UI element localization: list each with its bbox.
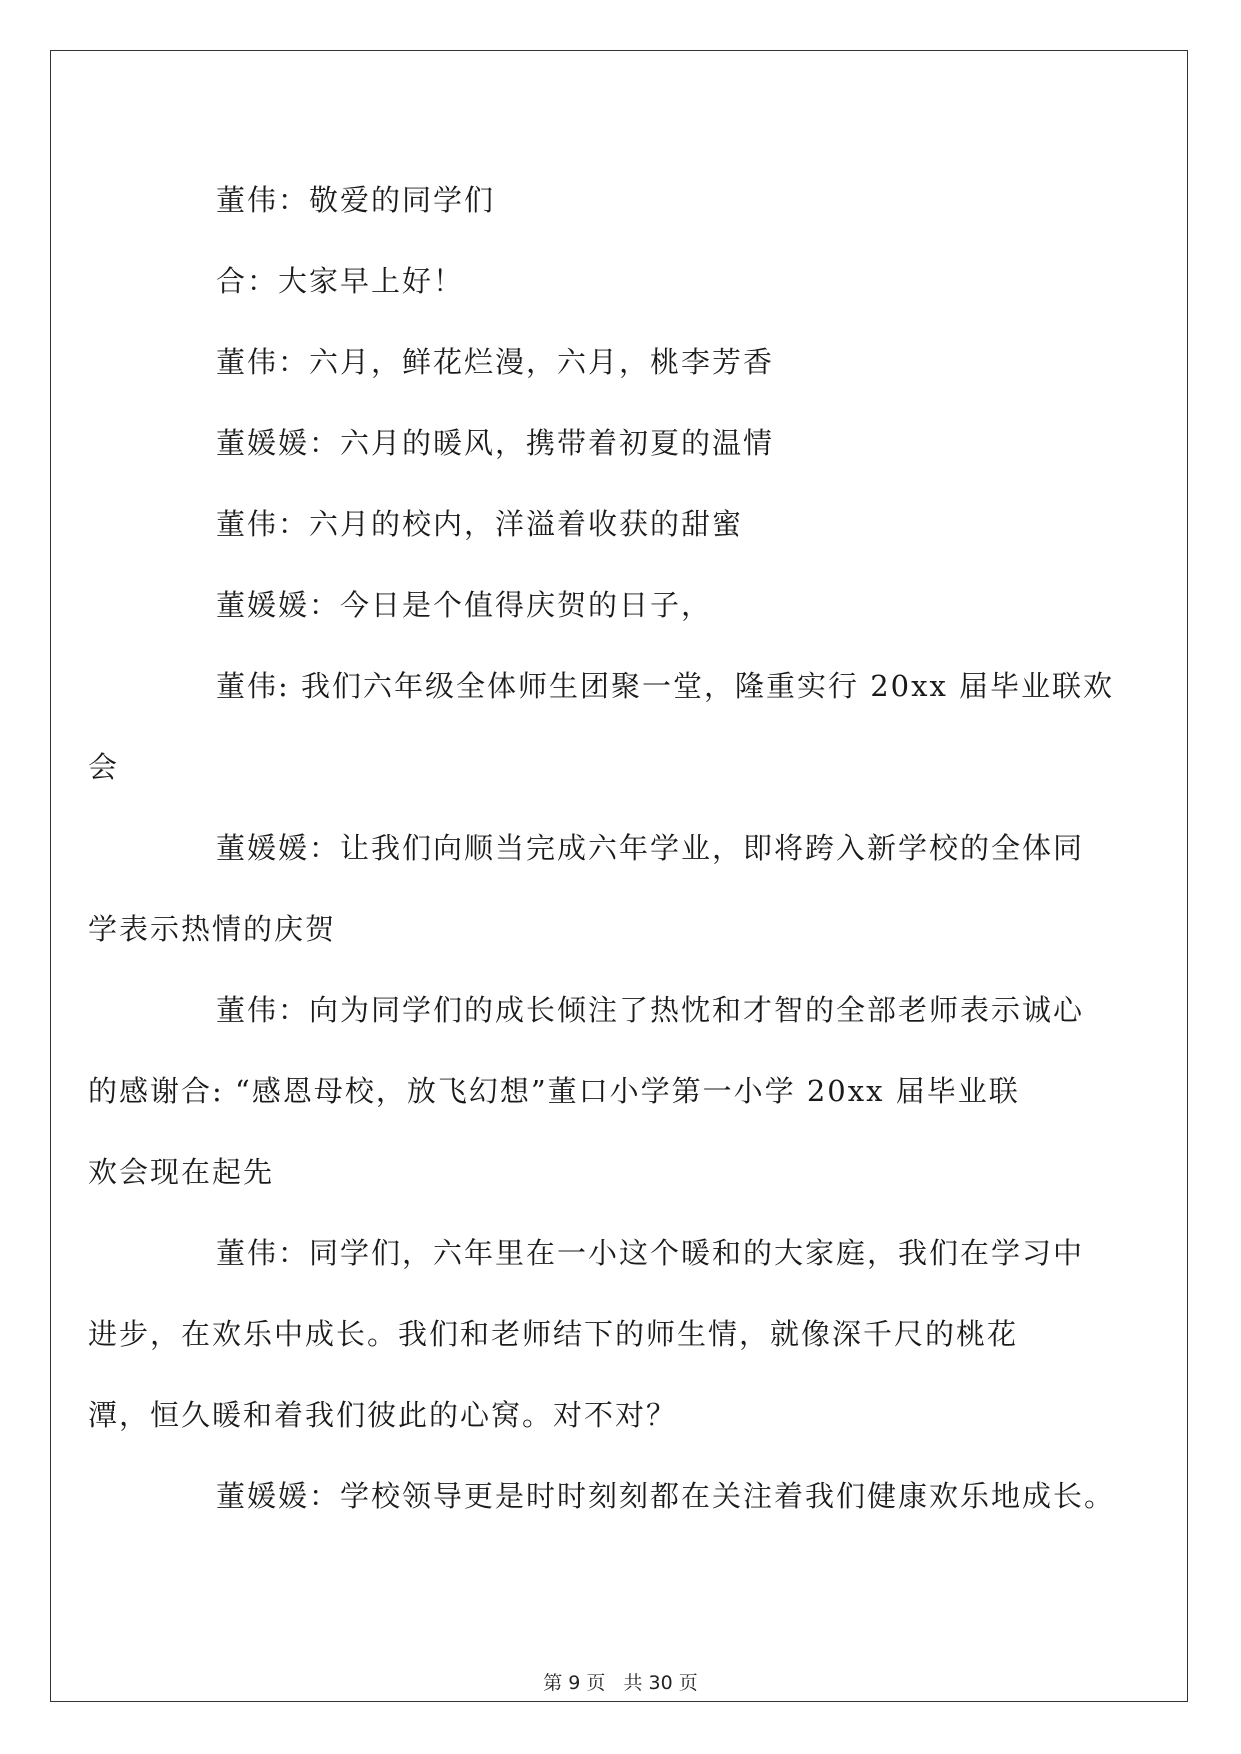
text-line: 学表示热情的庆贺 (88, 912, 337, 946)
text-line: 董伟: 我们六年级全体师生团聚一堂，隆重实行 20xx 届毕业联欢 (216, 669, 1115, 703)
page-number: 第 9 页 (543, 1672, 606, 1694)
text-line: 董伟：六月的校内，洋溢着收获的甜蜜 (216, 507, 744, 541)
paragraph (152, 484, 1092, 565)
text-line: 进步，在欢乐中成长。我们和老师结下的师生情，就像深千尺的桃花 (88, 1317, 1019, 1351)
paragraph (152, 403, 1092, 484)
page-total: 共 30 页 (623, 1672, 698, 1694)
text-line: 董伟：敬爱的同学们 (216, 183, 496, 217)
text-line: 合：大家早上好！ (216, 264, 465, 298)
paragraph (88, 808, 1092, 970)
text-line: 董伟：六月，鲜花烂漫，六月，桃李芳香 (216, 345, 775, 379)
paragraph (152, 322, 1092, 403)
paragraph (152, 565, 1092, 646)
paragraph (88, 970, 1092, 1213)
text-line: 董媛媛：六月的暖风，携带着初夏的温情 (216, 426, 775, 460)
text-line: 会 (88, 750, 120, 784)
paragraph (152, 160, 1092, 241)
text-line: 潭，恒久暖和着我们彼此的心窝。对不对？ (88, 1398, 678, 1432)
text-line: 董媛媛：让我们向顺当完成六年学业，即将跨入新学校的全体同 (216, 831, 1085, 865)
text-line: 董媛媛：今日是个值得庆贺的日子， (216, 588, 713, 622)
text-line: 欢会现在起先 (88, 1155, 275, 1189)
document-body (88, 160, 1116, 1537)
paragraph (88, 646, 1115, 808)
paragraph (152, 1456, 1116, 1537)
text-line: 董媛媛：学校领导更是时时刻刻都在关注着我们健康欢乐地成长。 (216, 1479, 1116, 1513)
text-line: 的感谢合: “感恩母校，放飞幻想”董口小学第一小学 20xx 届毕业联 (88, 1074, 1020, 1108)
page-footer (0, 1668, 1241, 1695)
text-line: 董伟：向为同学们的成长倾注了热忱和才智的全部老师表示诚心 (216, 993, 1085, 1027)
paragraph (152, 241, 1092, 322)
paragraph (88, 1213, 1092, 1456)
text-line: 董伟：同学们，六年里在一小这个暖和的大家庭，我们在学习中 (216, 1236, 1085, 1270)
